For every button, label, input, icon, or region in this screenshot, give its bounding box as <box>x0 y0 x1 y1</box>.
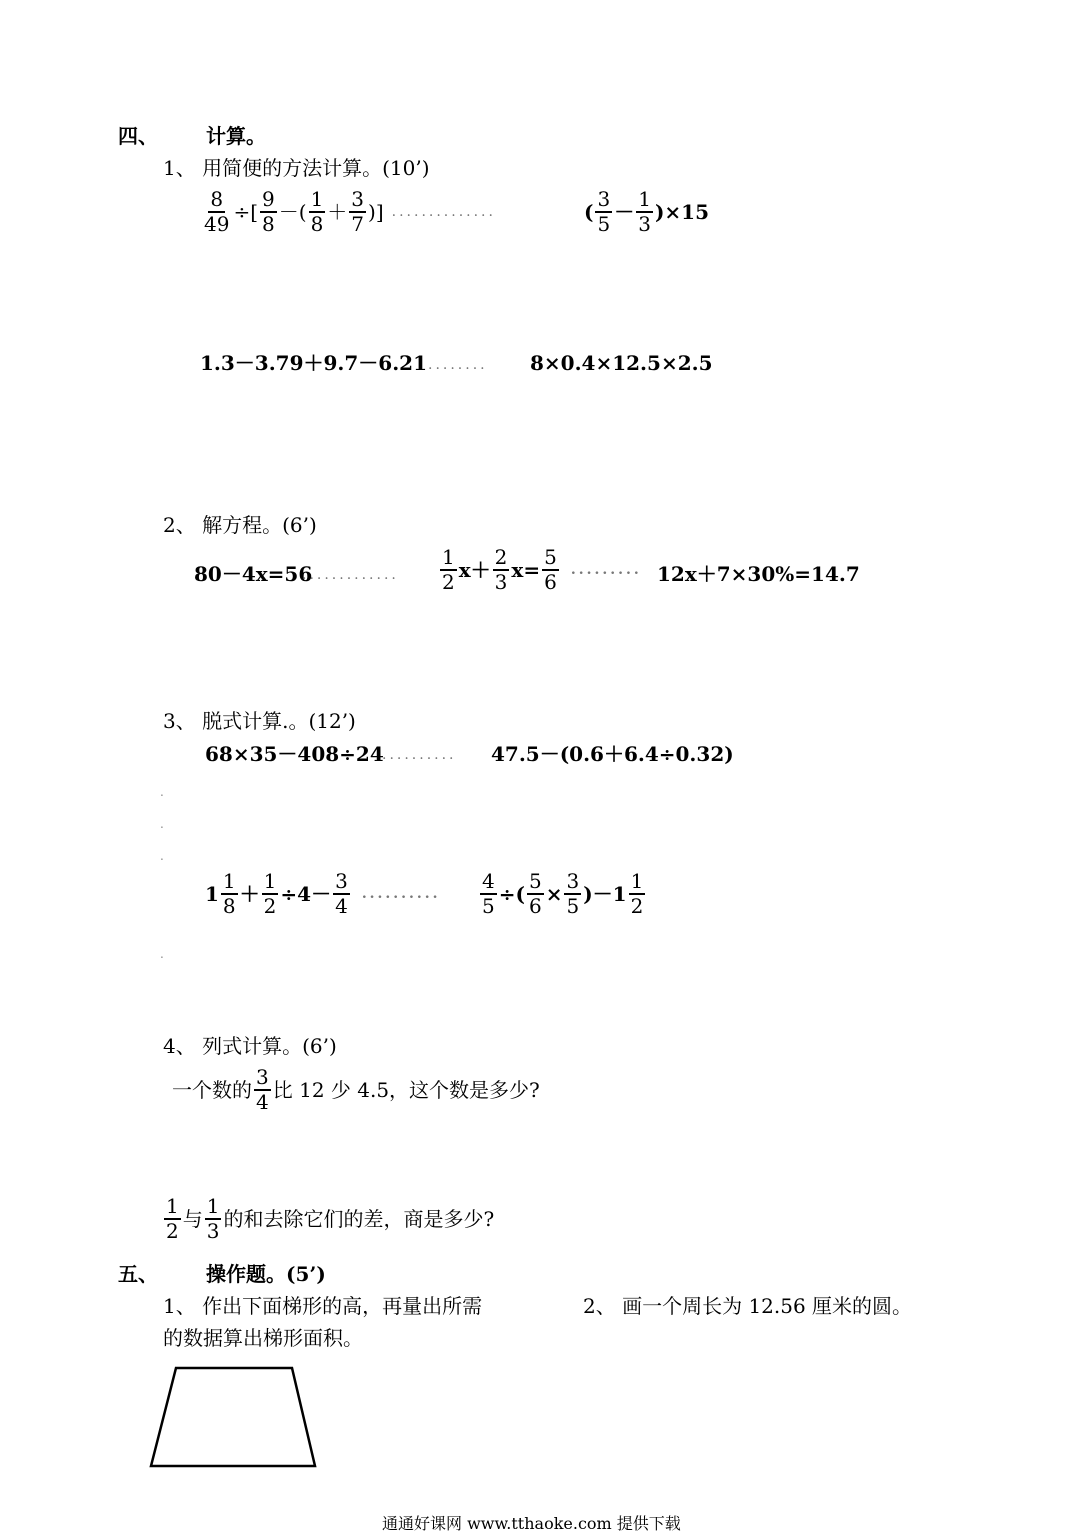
fraction: $\frac{1}{3}$ <box>638 187 651 236</box>
fraction: $\frac{3}{5}$ <box>566 869 580 918</box>
s5-q1-line-2: 的数据算出梯形面积。 <box>163 1326 363 1350</box>
q4-label: 4、 列式计算。(6’) <box>163 1034 337 1058</box>
fraction: $\frac{1}{2}$ <box>630 869 644 918</box>
fraction: $\frac{1}{8}$ <box>222 869 236 918</box>
q3-expr-4: $\frac{4}{5}$ ÷( $\frac{5}{6}$ × $\frac{3}{5}$ )－1 $\frac{1}{2}$ <box>482 869 644 918</box>
fraction: $\frac{9}{8}$ <box>262 187 275 236</box>
fraction: $\frac{2}{3}$ <box>494 545 508 594</box>
fraction: $\frac{3}{4}$ <box>335 869 348 918</box>
q1-expr-4: 8×0.4×12.5×2.5 <box>530 351 713 375</box>
q4-problem-1: 一个数的 $\frac{3}{4}$ 比 12 少 4.5，这个数是多少? <box>172 1065 540 1114</box>
dot-leader: .......... <box>382 747 457 763</box>
section-5-title: 操作题。(5’) <box>206 1262 326 1286</box>
q2-expr-1: 80－4x=56 <box>194 562 313 586</box>
fraction: $\frac{3}{5}$ <box>597 187 611 236</box>
q3-expr-1: 68×35－408÷24 <box>205 742 384 766</box>
fraction: $\frac{3}{4}$ <box>256 1065 269 1114</box>
q2-expr-2: $\frac{1}{2}$ x＋ $\frac{2}{3}$ x= $\frac{5}{6}$ ......... <box>442 545 642 594</box>
fraction: $\frac{1}{8}$ <box>310 187 324 236</box>
q3-expr-3: 1 $\frac{1}{8}$ ＋ $\frac{1}{2}$ ÷4－ $\frac{3}{4}$ .......... <box>205 869 441 918</box>
fraction: $\frac{4}{5}$ <box>482 869 495 918</box>
fraction: $\frac{5}{6}$ <box>544 545 557 594</box>
stray-dot: . <box>160 947 164 961</box>
fraction: $\frac{3}{7}$ <box>351 187 365 236</box>
q4-problem-2: $\frac{1}{2}$ 与 $\frac{1}{3}$ 的和去除它们的差，商是多少? <box>166 1194 495 1243</box>
q1-label: 1、 用简便的方法计算。(10’) <box>163 156 430 180</box>
dot-leader: ............. <box>302 567 399 583</box>
footer-credit: 通通好课网 www.tthaoke.com 提供下载 <box>382 1514 681 1533</box>
fraction: $\frac{1}{2}$ <box>166 1194 179 1243</box>
dot-leader: ........ <box>428 357 488 373</box>
fraction: $\frac{1}{3}$ <box>206 1194 220 1243</box>
stray-dot: . <box>160 785 164 799</box>
stray-dot: . <box>160 817 164 831</box>
fraction: $\frac{8}{49}$ <box>204 187 230 236</box>
q1-expr-3: 1.3－3.79＋9.7－6.21 <box>200 351 428 375</box>
q3-label: 3、 脱式计算.。(12’) <box>163 709 356 733</box>
q3-expr-2: 47.5－(0.6＋6.4÷0.32) <box>491 742 734 766</box>
s5-q2: 2、 画一个周长为 12.56 厘米的圆。 <box>583 1294 913 1318</box>
section-4-number: 四、 <box>118 124 158 148</box>
fraction: $\frac{1}{2}$ <box>442 545 455 594</box>
fraction: $\frac{5}{6}$ <box>528 869 542 918</box>
q2-expr-3: 12x＋7×30%=14.7 <box>657 562 860 586</box>
section-5-number: 五、 <box>118 1262 158 1286</box>
trapezoid-figure <box>140 1360 330 1472</box>
stray-dot: . <box>160 849 164 863</box>
trapezoid-shape <box>151 1368 315 1466</box>
fraction: $\frac{1}{2}$ <box>263 869 277 918</box>
q1-expr-1: $\frac{8}{49}$ ÷[ $\frac{9}{8}$ －( $\frac{1}{8}$ ＋ $\frac{3}{7}$ )] .............. <box>204 187 496 236</box>
q2-label: 2、 解方程。(6’) <box>163 513 317 537</box>
q1-expr-2: ( $\frac{3}{5}$ － $\frac{1}{3}$ )×15 <box>584 187 709 236</box>
section-4-title: 计算。 <box>206 124 266 148</box>
s5-q1-line-1: 1、 作出下面梯形的高，再量出所需 <box>163 1294 483 1318</box>
